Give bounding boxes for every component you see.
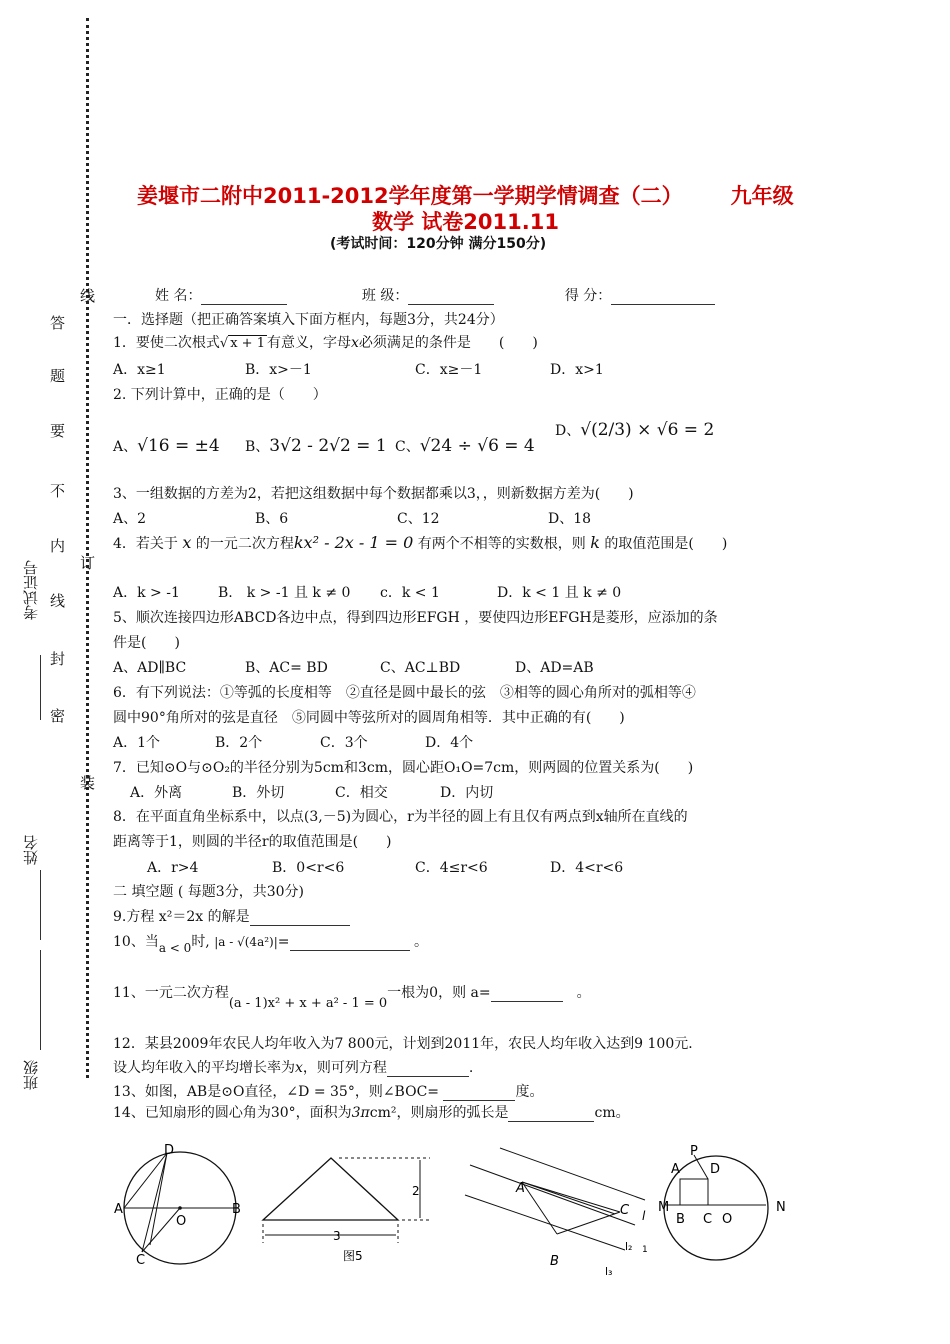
binding-dotted-line: [86, 18, 89, 1078]
class-side-line[interactable]: [40, 950, 41, 1050]
q8-option-c: C．4≤r<6: [415, 860, 488, 876]
figure-parallel-lines: [460, 1140, 650, 1280]
q9: 9.方程 x²＝2x 的解是: [113, 906, 350, 926]
q14: 14、已知扇形的圆心角为30°，面积为3πcm²，则扇形的弧长是 cm。: [113, 1105, 630, 1121]
figure-triangle-5: [255, 1148, 445, 1273]
fig2-caption: 图5: [343, 1249, 363, 1263]
q6-option-b: B．2个: [215, 735, 263, 751]
seal-char: 内: [50, 537, 66, 555]
q10: 10、当a < 0时, |a - √(4a²)|= 。: [113, 934, 428, 955]
q10-answer-field[interactable]: [290, 936, 410, 951]
name-side-line[interactable]: [40, 870, 41, 940]
fig2-label-base: 3: [333, 1229, 341, 1243]
q1-option-a: A．x≥1: [113, 362, 166, 378]
fig1-label-c: C: [136, 1253, 146, 1265]
fig2-label-height: 2: [412, 1184, 420, 1198]
q2-option-c: C、√24 ÷ √6 = 4: [395, 436, 535, 456]
q9-answer-field[interactable]: [250, 911, 350, 926]
q12-line2: 设人均年收入的平均增长率为x，则可列方程 .: [113, 1060, 474, 1076]
q11-answer-field[interactable]: [491, 987, 563, 1002]
name-field[interactable]: [201, 290, 287, 305]
q14-answer-field[interactable]: [508, 1107, 594, 1122]
q4-option-b: B. k > -1 且 k ≠ 0: [218, 585, 351, 601]
q11: 11、一元二次方程(a - 1)x² + x + a² - 1 = 0一根为0，则 a= 。: [113, 985, 591, 1011]
fig1-label-a: A: [114, 1202, 123, 1217]
figure-semicircle-square: [658, 1143, 798, 1268]
q1-stem: 1．要使二次根式√ x + 1 有意义，字母x必须满足的条件是 ( ): [113, 335, 538, 351]
fig3-label-l: l: [642, 1209, 646, 1223]
seal-char: 订: [80, 554, 96, 572]
seal-char: 装: [80, 774, 96, 792]
fig4-label-b: B: [676, 1212, 685, 1227]
fig3-label-a: A: [516, 1181, 525, 1196]
exam-subject: 数学 试卷2011.11: [372, 210, 559, 234]
q12-answer-field[interactable]: [387, 1062, 469, 1077]
section1-heading: 一．选择题（把正确答案填入下面方框内，每题3分，共24分）: [113, 312, 504, 328]
q6-stem-line2: 圆中90°角所对的弦是直径 ⑤同圆中等弦所对的圆周角相等．其中正确的有( ): [113, 710, 625, 726]
q1-option-b: B．x>－1: [245, 362, 312, 378]
fig4-label-m: M: [658, 1200, 670, 1215]
fig4-label-d: D: [710, 1162, 721, 1177]
seal-char: 线: [50, 592, 66, 610]
q7-option-a: A．外离: [130, 785, 183, 801]
q3-option-c: C、12: [397, 511, 440, 527]
q8-option-a: A．r>4: [147, 860, 199, 876]
fig3-label-l2: l₂: [625, 1240, 633, 1253]
q3-stem: 3、一组数据的方差为2，若把这组数据中每个数据都乘以3，，则新数据方差为( ): [113, 486, 634, 502]
info-row: 姓 名： 班 级： 得 分：: [155, 285, 715, 305]
fig4-label-a: A: [671, 1162, 680, 1177]
q6-option-a: A．1个: [113, 735, 161, 751]
seal-char: 要: [50, 422, 66, 440]
q5-option-b: B、AC= BD: [245, 660, 328, 676]
q7-option-d: D．内切: [440, 785, 494, 801]
exam-title: 姜堰市二附中2011-2012学年度第一学期学情调查（二） 九年级: [137, 184, 794, 208]
q5-option-d: D、AD=AB: [515, 660, 594, 676]
q8-option-b: B．0<r<6: [272, 860, 345, 876]
fig4-label-n: N: [776, 1200, 786, 1215]
q2-option-b: B、3√2 - 2√2 = 1: [245, 436, 387, 456]
q2-stem: 2. 下列计算中，正确的是（ ）: [113, 387, 327, 403]
exam-id-label: 考试证号: [22, 560, 40, 620]
q3-option-b: B、6: [255, 511, 289, 527]
figure-circle-abcd: [110, 1140, 250, 1265]
q7-option-b: B．外切: [232, 785, 285, 801]
q12-line1: 12．某县2009年农民人均年收入为7 800元，计划到2011年，农民人均年收入达到9 100元．: [113, 1036, 703, 1052]
q5-stem-line2: 件是( ): [113, 635, 180, 651]
fig4-label-c: C: [703, 1212, 713, 1227]
fig3-label-c: C: [620, 1203, 630, 1218]
seal-char: 不: [50, 482, 66, 500]
seal-char: 线: [80, 287, 96, 305]
q4-option-d: D．k < 1 且 k ≠ 0: [497, 585, 622, 601]
seal-char: 密: [50, 707, 66, 725]
q2-option-a: A、√16 = ±4: [113, 436, 220, 456]
q7-stem: 7．已知⊙O与⊙O₂的半径分别为5cm和3cm，圆心距O₁O=7cm，则两圆的位置关系为( ): [113, 760, 694, 776]
q5-option-c: C、AC⊥BD: [380, 660, 461, 676]
q8-stem-line2: 距离等于1，则圆的半径r的取值范围是( ): [113, 834, 392, 850]
q8-option-d: D．4<r<6: [550, 860, 624, 876]
class-field[interactable]: [408, 290, 494, 305]
seal-char: 答: [50, 314, 66, 332]
exam-id-line[interactable]: [40, 655, 41, 720]
q4-option-c: c．k < 1: [380, 585, 440, 601]
fig4-label-p: P: [690, 1144, 698, 1159]
q3-option-d: D、18: [548, 511, 592, 527]
q1-option-c: C．x≥－1: [415, 362, 483, 378]
fig1-label-o: O: [176, 1214, 187, 1229]
fig3-label-b: B: [550, 1254, 559, 1269]
name-side-label: 姓名: [22, 835, 40, 865]
fig3-label-1: 1: [642, 1245, 648, 1255]
fig4-label-o: O: [722, 1212, 733, 1227]
q13-answer-field[interactable]: [443, 1086, 515, 1101]
q6-stem-line1: 6．有下列说法：①等弧的长度相等 ②直径是圆中最长的弦 ③相等的圆心角所对的弧相等④: [113, 685, 696, 701]
fig1-label-d: D: [164, 1143, 175, 1158]
exam-time: (考试时间：120分钟 满分150分): [330, 236, 547, 252]
seal-char: 封: [50, 650, 66, 668]
score-field[interactable]: [611, 290, 715, 305]
q3-option-a: A、2: [113, 511, 147, 527]
q1-option-d: D．x>1: [550, 362, 604, 378]
q5-option-a: A、AD∥BC: [113, 660, 187, 676]
q4-stem: 4．若关于 x 的一元二次方程kx² - 2x - 1 = 0 有两个不相等的实数根，则 k 的取值范围是( ): [113, 533, 728, 552]
q6-option-c: C．3个: [320, 735, 368, 751]
section2-heading: 二 填空题 ( 每题3分，共30分): [113, 884, 304, 900]
q8-stem-line1: 8．在平面直角坐标系中，以点(3,－5)为圆心，r为半径的圆上有且仅有两点到x轴所在直线的: [113, 809, 688, 825]
q7-option-c: C．相交: [335, 785, 388, 801]
q2-option-d: D、√(2/3) × √6 = 2: [555, 420, 715, 440]
seal-char: 题: [50, 367, 66, 385]
class-side-label: 班级: [22, 1060, 40, 1090]
q4-option-a: A．k > -1: [113, 585, 180, 601]
fig1-label-b: B: [232, 1202, 241, 1217]
q5-stem-line1: 5、顺次连接四边形ABCD各边中点，得到四边形EFGH ，要使四边形EFGH是菱形，应添加的条: [113, 610, 718, 626]
q6-option-d: D．4个: [425, 735, 474, 751]
fig3-label-l3: l₃: [605, 1265, 613, 1278]
q13: 13、如图，AB是⊙O直径，∠D = 35°，则∠BOC= 度。: [113, 1084, 544, 1100]
